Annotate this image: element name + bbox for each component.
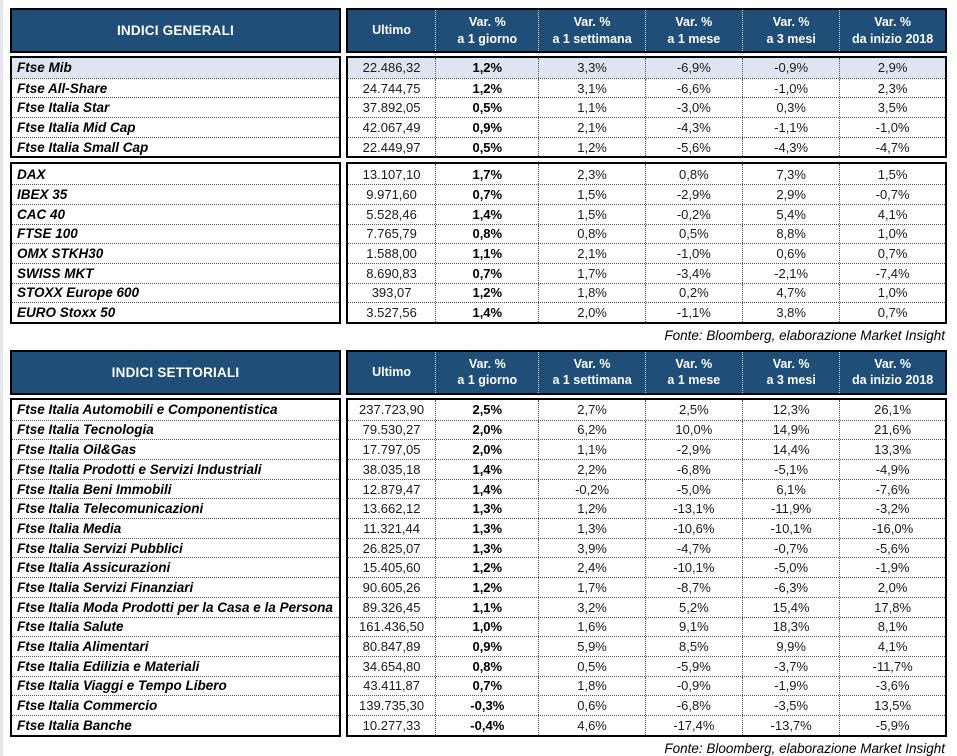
value-cell: 3,9%	[538, 539, 644, 558]
value-cell: 4,7%	[742, 284, 839, 303]
value-cell: 0,7%	[839, 303, 945, 322]
indici-settoriali-table	[10, 350, 947, 756]
index-row-label: DAX	[17, 166, 46, 182]
value-cell: 2,1%	[538, 244, 644, 263]
index-row-label: Ftse Italia Star	[12, 97, 339, 117]
index-label-column	[10, 56, 341, 158]
index-row-label: Ftse Italia Commercio	[12, 695, 339, 715]
column-header-line2: a 1 settimana	[552, 31, 632, 46]
value-cell: -0,3%	[435, 696, 538, 715]
value-cell: 21,6%	[839, 421, 945, 440]
index-row-label: Ftse All-Share	[12, 78, 339, 98]
value-cell: 237.723,90	[359, 402, 425, 418]
value-cell: -1,9%	[742, 677, 839, 696]
index-row-values	[348, 715, 945, 735]
value-cell: -7,6%	[839, 480, 945, 499]
value-cell: -11,9%	[742, 499, 839, 518]
value-cell: 0,8%	[538, 225, 644, 244]
index-row-values	[348, 597, 945, 617]
index-row-values	[348, 243, 945, 263]
value-cell: 12.879,47	[362, 481, 421, 497]
value-cell: 1,2%	[538, 499, 644, 518]
index-row-label: EURO Stoxx 50	[12, 302, 339, 322]
column-header	[538, 10, 644, 51]
column-header-line1: Var. %	[772, 15, 810, 30]
column-header-line2: da inizio 2018	[851, 31, 934, 46]
value-cell: -4,7%	[839, 138, 945, 157]
index-row-label: Ftse Italia Telecomunicazioni	[12, 498, 339, 518]
index-row-label: Ftse Italia Viaggi e Tempo Libero	[12, 676, 339, 696]
value-cell: -3,5%	[742, 696, 839, 715]
value-cell: 1,3%	[538, 519, 644, 538]
value-cell: -7,4%	[839, 264, 945, 283]
value-cell: 0,5%	[645, 225, 742, 244]
value-cell: 6,2%	[538, 421, 644, 440]
value-cell: -5,6%	[839, 539, 945, 558]
index-row-label: Ftse Italia Banche	[12, 715, 339, 735]
value-cell: 43.411,87	[363, 678, 421, 694]
value-cell: 1,5%	[538, 185, 644, 204]
index-row-values	[348, 263, 945, 283]
value-cell: 3,3%	[538, 58, 644, 78]
index-row-values	[348, 184, 945, 204]
value-cell: 13,3%	[839, 440, 945, 459]
value-cell: 1,7%	[538, 264, 644, 283]
value-cell: 1,2%	[435, 558, 538, 577]
value-cell: 1,1%	[435, 598, 538, 617]
column-header-line1: Var. %	[573, 357, 611, 372]
value-cell: -6,8%	[645, 696, 742, 715]
index-row-label: SWISS MKT	[12, 263, 339, 283]
column-header-line1: Var. %	[468, 15, 506, 30]
column-header	[538, 352, 644, 393]
value-cell: 2,0%	[435, 421, 538, 440]
index-values-block	[346, 162, 947, 324]
column-header-line2: a 1 giorno	[457, 31, 518, 46]
value-cell: 26,1%	[839, 400, 945, 420]
value-cell: 1,3%	[435, 539, 538, 558]
index-row-values	[348, 656, 945, 676]
value-cell: -4,3%	[742, 138, 839, 157]
value-cell: 90.605,26	[362, 579, 421, 595]
value-cell: -8,7%	[645, 578, 742, 597]
value-cell: 1,7%	[435, 164, 538, 184]
value-cell: 22.449,97	[362, 139, 421, 155]
value-cell: 1,4%	[435, 480, 538, 499]
value-cell: 14,4%	[742, 440, 839, 459]
value-cell: -2,1%	[742, 264, 839, 283]
value-cell: -1,9%	[839, 558, 945, 577]
value-cell: 13.107,10	[362, 166, 421, 182]
column-header-line1: Var. %	[772, 357, 810, 372]
value-cell: 0,8%	[435, 657, 538, 676]
index-row-label: Ftse Italia Oil&Gas	[12, 439, 339, 459]
index-label-column	[10, 398, 341, 737]
value-cell: 2,9%	[742, 185, 839, 204]
index-row-label: Ftse Italia Alimentari	[12, 636, 339, 656]
value-cell: -3,2%	[839, 499, 945, 518]
value-cell: -0,2%	[538, 480, 644, 499]
value-cell: -6,8%	[645, 460, 742, 479]
index-row-values	[348, 204, 945, 224]
value-cell: 0,5%	[435, 138, 538, 157]
index-row-label: Ftse Italia Small Cap	[12, 137, 339, 157]
value-cell: 80.847,89	[362, 639, 421, 655]
value-cell: -10,1%	[645, 558, 742, 577]
value-cell: -4,3%	[645, 118, 742, 137]
value-cell: 2,3%	[839, 79, 945, 98]
value-cell: 9,9%	[742, 637, 839, 656]
value-cell: 2,7%	[538, 400, 644, 420]
indici-generali-table	[10, 8, 947, 343]
index-row-values	[348, 400, 945, 420]
index-row-label: Ftse Italia Servizi Pubblici	[12, 538, 339, 558]
table-body-group	[10, 162, 947, 324]
value-cell: 3,5%	[839, 98, 945, 117]
value-cell: 1,1%	[538, 98, 644, 117]
value-cell: 0,6%	[538, 696, 644, 715]
value-cell: -4,9%	[839, 460, 945, 479]
value-cell: -0,9%	[645, 677, 742, 696]
value-cell: 12,3%	[742, 400, 839, 420]
column-header	[645, 10, 742, 51]
value-cell: -0,2%	[645, 205, 742, 224]
value-cell: -2,9%	[645, 185, 742, 204]
value-cell: 22.486,32	[362, 60, 421, 76]
value-cell: 4,6%	[538, 716, 644, 735]
value-cell: -5,9%	[645, 657, 742, 676]
index-row-values	[348, 518, 945, 538]
index-row-label: IBEX 35	[12, 184, 339, 204]
value-cell: -5,9%	[839, 716, 945, 735]
value-cell: 1,0%	[435, 618, 538, 637]
value-cell: -16,0%	[839, 519, 945, 538]
value-cell: 1,6%	[538, 618, 644, 637]
source-note: Fonte: Bloomberg, elaborazione Market Insight	[664, 740, 945, 756]
index-row-label: Ftse Italia Prodotti e Servizi Industriali	[12, 459, 339, 479]
value-cell: 9.971,60	[366, 186, 417, 202]
index-row-label: Ftse Italia Moda Prodotti per la Casa e la Persona	[12, 597, 339, 617]
index-row-values	[348, 695, 945, 715]
value-cell: 1,2%	[538, 138, 644, 157]
column-header-line2: da inizio 2018	[851, 373, 934, 388]
column-header-line2: a 1 mese	[667, 31, 721, 46]
value-cell: 0,6%	[742, 244, 839, 263]
index-row-values	[348, 459, 945, 479]
value-cell: 3,1%	[538, 79, 644, 98]
value-cell: 18,3%	[742, 618, 839, 637]
value-cell: 393,07	[371, 285, 412, 301]
value-cell: 24.744,75	[362, 80, 421, 96]
value-cell: 1,5%	[839, 164, 945, 184]
value-cell: 1,4%	[435, 460, 538, 479]
index-row-label: STOXX Europe 600	[12, 283, 339, 303]
value-cell: 10,0%	[645, 421, 742, 440]
index-row-label: FTSE 100	[12, 224, 339, 244]
value-cell: -1,0%	[839, 118, 945, 137]
value-cell: 1,0%	[839, 284, 945, 303]
index-row-label: Ftse Italia Mid Cap	[12, 117, 339, 137]
value-cell: 2,9%	[839, 58, 945, 78]
value-cell: -5,6%	[645, 138, 742, 157]
column-header-group	[346, 8, 947, 53]
value-cell: 42.067,49	[362, 119, 421, 135]
value-cell: 2,5%	[645, 400, 742, 420]
index-row-label: Ftse Italia Tecnologia	[12, 420, 339, 440]
value-cell: 1,3%	[435, 499, 538, 518]
column-header-line1: Var. %	[874, 357, 912, 372]
value-cell: 5,2%	[645, 598, 742, 617]
value-cell: 1,4%	[435, 205, 538, 224]
value-cell: -6,3%	[742, 578, 839, 597]
value-cell: 1,3%	[435, 519, 538, 538]
value-cell: 4,1%	[839, 205, 945, 224]
index-row-values	[348, 117, 945, 137]
value-cell: 3,8%	[742, 303, 839, 322]
index-row-values	[348, 577, 945, 597]
value-cell: -10,1%	[742, 519, 839, 538]
index-row-values	[348, 420, 945, 440]
value-cell: 17,8%	[839, 598, 945, 617]
index-values-block	[346, 56, 947, 158]
value-cell: 6,1%	[742, 480, 839, 499]
value-cell: -0,9%	[742, 58, 839, 78]
index-row-values	[348, 58, 945, 78]
index-row-label: Ftse Italia Edilizia e Materiali	[12, 656, 339, 676]
index-row-values	[348, 479, 945, 499]
value-cell: 15.405,60	[362, 560, 421, 576]
value-cell: 10.277,33	[362, 717, 421, 733]
index-row-label: Ftse Italia Salute	[12, 617, 339, 637]
column-header-line1: Ultimo	[372, 365, 412, 380]
column-header	[742, 10, 839, 51]
value-cell: -1,1%	[742, 118, 839, 137]
index-row-values	[348, 97, 945, 117]
value-cell: -10,6%	[645, 519, 742, 538]
index-row-values	[348, 137, 945, 157]
value-cell: 0,7%	[435, 264, 538, 283]
column-header-line2: a 1 giorno	[457, 373, 518, 388]
column-header	[742, 352, 839, 393]
value-cell: 13,5%	[839, 696, 945, 715]
value-cell: 8,1%	[839, 618, 945, 637]
column-header	[839, 10, 945, 51]
column-header	[435, 10, 538, 51]
index-values-block	[346, 398, 947, 737]
index-row-label: CAC 40	[12, 204, 339, 224]
value-cell: -11,7%	[839, 657, 945, 676]
value-cell: 8,8%	[742, 225, 839, 244]
index-row-label: Ftse Mib	[12, 58, 339, 78]
value-cell: 14,9%	[742, 421, 839, 440]
value-cell: 1,4%	[435, 303, 538, 322]
column-header-line2: a 1 settimana	[552, 373, 632, 388]
column-header-line1: Var. %	[874, 15, 912, 30]
value-cell: 1,7%	[538, 578, 644, 597]
value-cell: 0,7%	[435, 185, 538, 204]
index-row-values	[348, 636, 945, 656]
value-cell: 8,5%	[645, 637, 742, 656]
value-cell: 1.588,00	[366, 246, 417, 262]
value-cell: 1,8%	[538, 284, 644, 303]
value-cell: -13,1%	[645, 499, 742, 518]
value-cell: 37.892,05	[362, 100, 421, 116]
value-cell: 0,8%	[645, 164, 742, 184]
value-cell: 13.662,12	[362, 501, 421, 517]
index-row-label: OMX STKH30	[12, 243, 339, 263]
table-body-group	[10, 56, 947, 158]
value-cell: 1,2%	[435, 284, 538, 303]
column-header-line1: Var. %	[468, 357, 506, 372]
value-cell: 0,7%	[435, 677, 538, 696]
index-row-label: Ftse Italia Servizi Finanziari	[12, 577, 339, 597]
column-header-line1: Var. %	[675, 15, 713, 30]
value-cell: 1,8%	[538, 677, 644, 696]
index-row-values	[348, 676, 945, 696]
value-cell: 1,2%	[435, 578, 538, 597]
value-cell: 2,4%	[538, 558, 644, 577]
column-header	[348, 352, 435, 393]
value-cell: 7,3%	[742, 164, 839, 184]
index-row-label: Ftse Italia Automobili e Componentistica	[17, 402, 278, 418]
value-cell: 1,1%	[538, 440, 644, 459]
index-row-values	[348, 617, 945, 637]
value-cell: 2,1%	[538, 118, 644, 137]
value-cell: 2,2%	[538, 460, 644, 479]
index-row-values	[348, 498, 945, 518]
column-header-line2: a 3 mesi	[766, 373, 816, 388]
value-cell: 2,5%	[435, 400, 538, 420]
value-cell: 0,9%	[435, 637, 538, 656]
index-row-values	[348, 302, 945, 322]
source-note: Fonte: Bloomberg, elaborazione Market Insight	[664, 327, 945, 343]
table-header-row	[10, 8, 947, 53]
index-row-values	[348, 224, 945, 244]
value-cell: -4,7%	[645, 539, 742, 558]
index-row-values	[348, 557, 945, 577]
value-cell: 34.654,80	[362, 658, 421, 674]
column-header-line1: Var. %	[675, 357, 713, 372]
value-cell: -2,9%	[645, 440, 742, 459]
value-cell: 4,1%	[839, 637, 945, 656]
value-cell: 5,4%	[742, 205, 839, 224]
column-header-line2: a 1 mese	[667, 373, 721, 388]
column-header-line2: a 3 mesi	[766, 31, 816, 46]
column-header	[435, 352, 538, 393]
value-cell: 2,0%	[435, 440, 538, 459]
value-cell: -17,4%	[645, 716, 742, 735]
value-cell: 7.765,79	[366, 226, 417, 242]
index-row-values	[348, 164, 945, 184]
value-cell: -3,0%	[645, 98, 742, 117]
index-row-label: Ftse Italia Assicurazioni	[12, 557, 339, 577]
table-title: INDICI GENERALI	[10, 8, 341, 53]
value-cell: 0,7%	[839, 244, 945, 263]
table-body-group	[10, 398, 947, 737]
column-header	[348, 10, 435, 51]
value-cell: 0,5%	[435, 98, 538, 117]
index-row-label: Ftse Italia Media	[12, 518, 339, 538]
value-cell: 2,3%	[538, 164, 644, 184]
index-row-values	[348, 283, 945, 303]
value-cell: -5,0%	[645, 480, 742, 499]
value-cell: -6,9%	[645, 58, 742, 78]
value-cell: 161.436,50	[359, 619, 425, 635]
value-cell: -3,4%	[645, 264, 742, 283]
value-cell: 1,5%	[538, 205, 644, 224]
value-cell: 1,2%	[435, 58, 538, 78]
index-row-values	[348, 538, 945, 558]
value-cell: 38.035,18	[362, 461, 421, 477]
value-cell: -0,7%	[742, 539, 839, 558]
index-row-label: Ftse Italia Beni Immobili	[12, 479, 339, 499]
value-cell: 1,0%	[839, 225, 945, 244]
value-cell: -13,7%	[742, 716, 839, 735]
value-cell: 5,9%	[538, 637, 644, 656]
value-cell: 15,4%	[742, 598, 839, 617]
value-cell: -6,6%	[645, 79, 742, 98]
value-cell: 26.825,07	[362, 540, 421, 556]
column-header	[839, 352, 945, 393]
table-header-row	[10, 350, 947, 395]
value-cell: -1,1%	[645, 303, 742, 322]
value-cell: 8.690,83	[366, 265, 417, 281]
value-cell: 0,2%	[645, 284, 742, 303]
index-row-values	[348, 439, 945, 459]
value-cell: 11.321,44	[363, 520, 421, 536]
value-cell: -3,7%	[742, 657, 839, 676]
value-cell: -1,0%	[645, 244, 742, 263]
index-label-column	[10, 162, 341, 324]
value-cell: 89.326,45	[362, 599, 421, 615]
value-cell: 17.797,05	[362, 442, 421, 458]
value-cell: -0,7%	[839, 185, 945, 204]
value-cell: 3,2%	[538, 598, 644, 617]
value-cell: 2,0%	[839, 578, 945, 597]
value-cell: 1,2%	[435, 79, 538, 98]
column-header-line1: Var. %	[573, 15, 611, 30]
column-header-line1: Ultimo	[372, 23, 412, 38]
value-cell: 0,8%	[435, 225, 538, 244]
column-header	[645, 352, 742, 393]
value-cell: -3,6%	[839, 677, 945, 696]
value-cell: 0,5%	[538, 657, 644, 676]
value-cell: -1,0%	[742, 79, 839, 98]
value-cell: 1,1%	[435, 244, 538, 263]
value-cell: 139.735,30	[359, 698, 425, 714]
value-cell: 2,0%	[538, 303, 644, 322]
value-cell: -5,1%	[742, 460, 839, 479]
column-header-group	[346, 350, 947, 395]
value-cell: 9,1%	[645, 618, 742, 637]
value-cell: -5,0%	[742, 558, 839, 577]
value-cell: 79.530,27	[362, 422, 421, 438]
value-cell: 5.528,46	[366, 206, 417, 222]
index-row-values	[348, 78, 945, 98]
value-cell: -0,4%	[435, 716, 538, 735]
table-title: INDICI SETTORIALI	[10, 350, 341, 395]
value-cell: 0,3%	[742, 98, 839, 117]
value-cell: 0,9%	[435, 118, 538, 137]
value-cell: 3.527,56	[366, 305, 417, 321]
